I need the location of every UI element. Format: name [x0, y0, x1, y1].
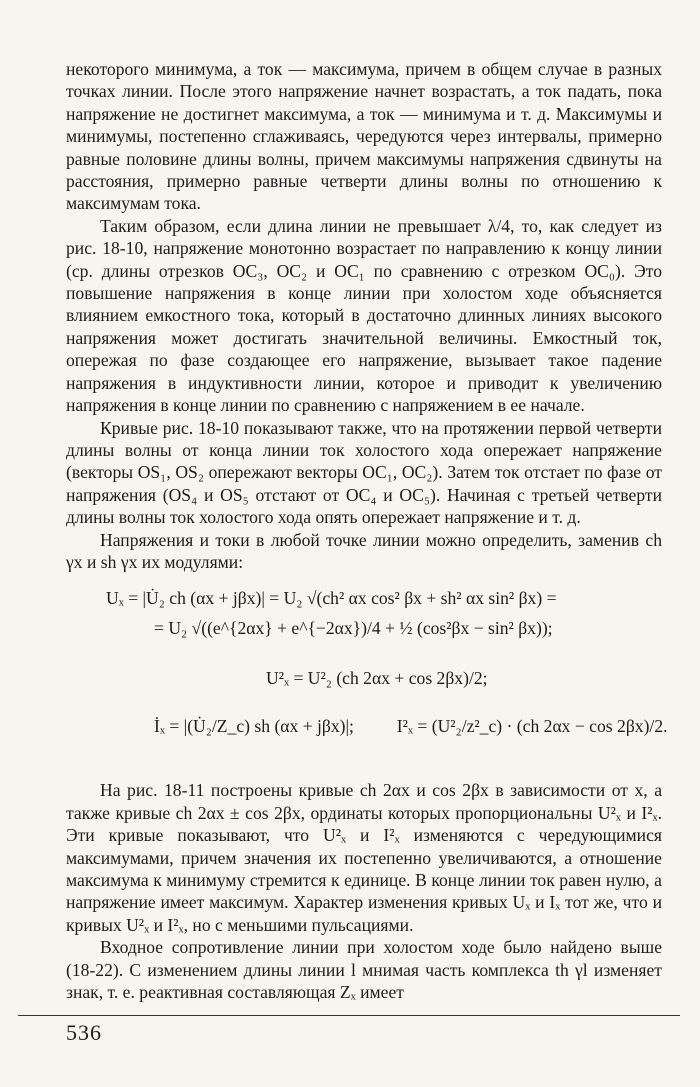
formula-ix-row	[66, 715, 668, 767]
formula-ux-exp: = U₂ √((e^{2αx} + e^{−2αx})/4 + ½ (cos²βx − sin² βx));	[154, 618, 553, 639]
paragraph-4: Напряжения и токи в любой точке линии можно определить, заменив ch γx и sh γx их модулями:	[66, 529, 662, 572]
paragraph-2: Таким образом, если длина линии не превышает λ/4, то, как следует из рис. 18-10, напряжение монотонно возрастает по направлению к концу линии (ср. длины отрезков OC₃, OC₂ и OC₁ по сравнению с отрезком OC₀). Это повышение напряжения в конце линии при холостом ходе объясняется влиянием емкостного тока, который в достаточно длинных линиях высокого напряжения может достигать значительной величины. Емкостный ток, опережая по фазе создающее его напряжение, вызывает такое падение напряжения в индуктивности линии, которое и приводит к увеличению напряжения в конце линии по сравнению с напряжением в ее начале.	[66, 215, 662, 416]
formula-ux-squared: U²ₓ = U²₂ (ch 2αx + cos 2βx)/2;	[266, 668, 488, 689]
footer-rule	[18, 1015, 680, 1016]
page-number: 536	[66, 1020, 102, 1045]
paragraph-3: Кривые рис. 18-10 показывают также, что на протяжении первой четверти длины волны от конца линии ток холостого хода опережает напряжение (векторы OS₁, OS₂ опережают векторы OC₁, OC₂). Затем ток отстает по фазе от напряжения (OS₄ и OS₅ отстают от OC₄ и OC₅). Начиная с третьей четверти длины волны ток холостого хода опять опережает напряжение и т. д.	[66, 417, 662, 528]
page-body	[66, 58, 668, 1003]
formula-ix-squared: I²ₓ = (U²₂/z²_c) · (ch 2αx − cos 2βx)/2.	[396, 716, 668, 737]
formula-ux: Uₓ = |U̇₂ ch (αx + jβx)| = U₂ √(ch² αx cos² βx + sh² αx sin² βx) =	[106, 588, 557, 609]
paragraph-5: На рис. 18-11 построены кривые ch 2αx и cos 2βx в зависимости от x, а также кривые ch 2αx ± cos 2βx, ординаты которых пропорциональны U²ₓ и I²ₓ. Эти кривые показывают, что U²ₓ и I²ₓ изменяются с чередующимися максимумами, причем значения их постепенно увеличиваются, а отношение максимума к минимуму стремится к единице. В конце линии ток равен нулю, а напряжение имеет максимум. Характер изменения кривых Uₓ и Iₓ тот же, что и кривых U²ₓ и I²ₓ, но с меньшими пульсациями.	[66, 780, 662, 935]
formula-ix: İₓ = |(U̇₂/Z_c) sh (αx + jβx)|;	[154, 716, 354, 737]
paragraph-1: некоторого минимума, а ток — максимума, причем в общем случае в разных точках линии. После этого напряжение начнет возрастать, а ток падать, пока напряжение не достигнет максимума, а ток — минимума и т. д. Максимумы и минимумы, постепенно сглаживаясь, чередуются через интервалы, примерно равные половине длины волны, причем максимумы напряжения сдвинуты на расстояния, примерно равные четверти длины волны по отношению к максимумам тока.	[66, 59, 662, 214]
paragraph-6: Входное сопротивление линии при холостом ходе было найдено выше (18-22). С изменением длины линии l мнимая часть комплекса th γl изменяет знак, т. е. реактивная составляющая Zₓ имеет	[66, 937, 662, 1002]
